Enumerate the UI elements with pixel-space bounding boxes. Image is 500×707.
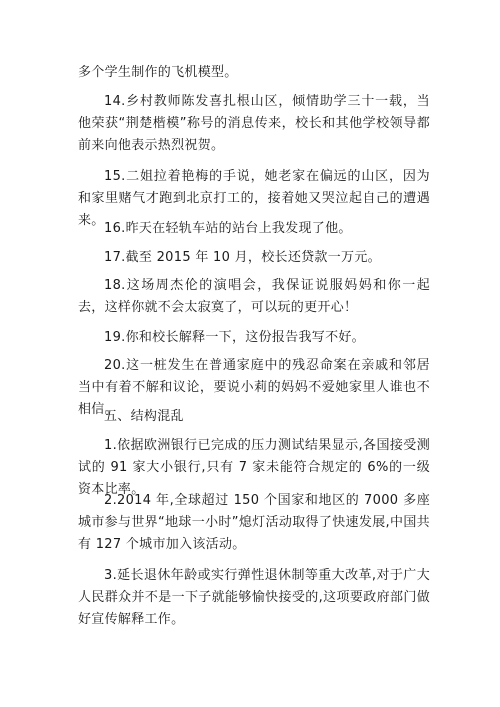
paragraph-item-1: 1.依据欧洲银行已完成的压力测试结果显示,各国接受测试的 91 家大小银行,只有 7 家未能符合规定的 6%的一级资本比率。 [78,438,430,497]
paragraph-item-17: 17.截至 2015 年 10 月，校长还贷款一万元。 [104,250,381,265]
paragraph-item-2: 2.2014 年,全球超过 150 个国家和地区的 7000 多座城市参与世界“地球一小时”熄灯活动取得了快速发展,中国共有 127 个城市加入该活动。 [78,493,430,552]
paragraph-item-20: 20.这一桩发生在普通家庭中的残忍命案在亲戚和邻居当中有着不解和议论，要说小莉的妈妈不爱她家里人谁也不相信。 [78,358,430,417]
paragraph-item-18: 18.这场周杰伦的演唱会，我保证说服妈妈和你一起去，这样你就不会太寂寞了，可以玩的更开心！ [78,278,430,315]
paragraph-item-15: 15.二姐拉着艳梅的手说，她老家在偏远的山区，因为和家里赌气才跑到北京打工的，接着她又哭泣起自己的遭遇来。 [78,169,430,228]
paragraph-item-14: 14.乡村教师陈发喜扎根山区，倾情助学三十一载，当他荣获“荆楚楷模”称号的消息传来，校长和其他学校领导都前来向他表示热烈祝贺。 [78,94,430,153]
section-heading: 五、结构混乱 [104,409,184,424]
paragraph-continuation: 多个学生制作的飞机模型。 [78,65,238,80]
paragraph-item-19: 19.你和校长解释一下，这份报告我写不好。 [104,330,365,345]
paragraph-item-3: 3.延长退休年龄或实行弹性退休制等重大改革,对于广大人民群众并不是一下子就能够愉快接受的,这项要政府部门做好宣传解释工作。 [78,568,430,627]
paragraph-item-16: 16.昨天在轻轨车站的站台上我发现了他。 [104,221,352,236]
